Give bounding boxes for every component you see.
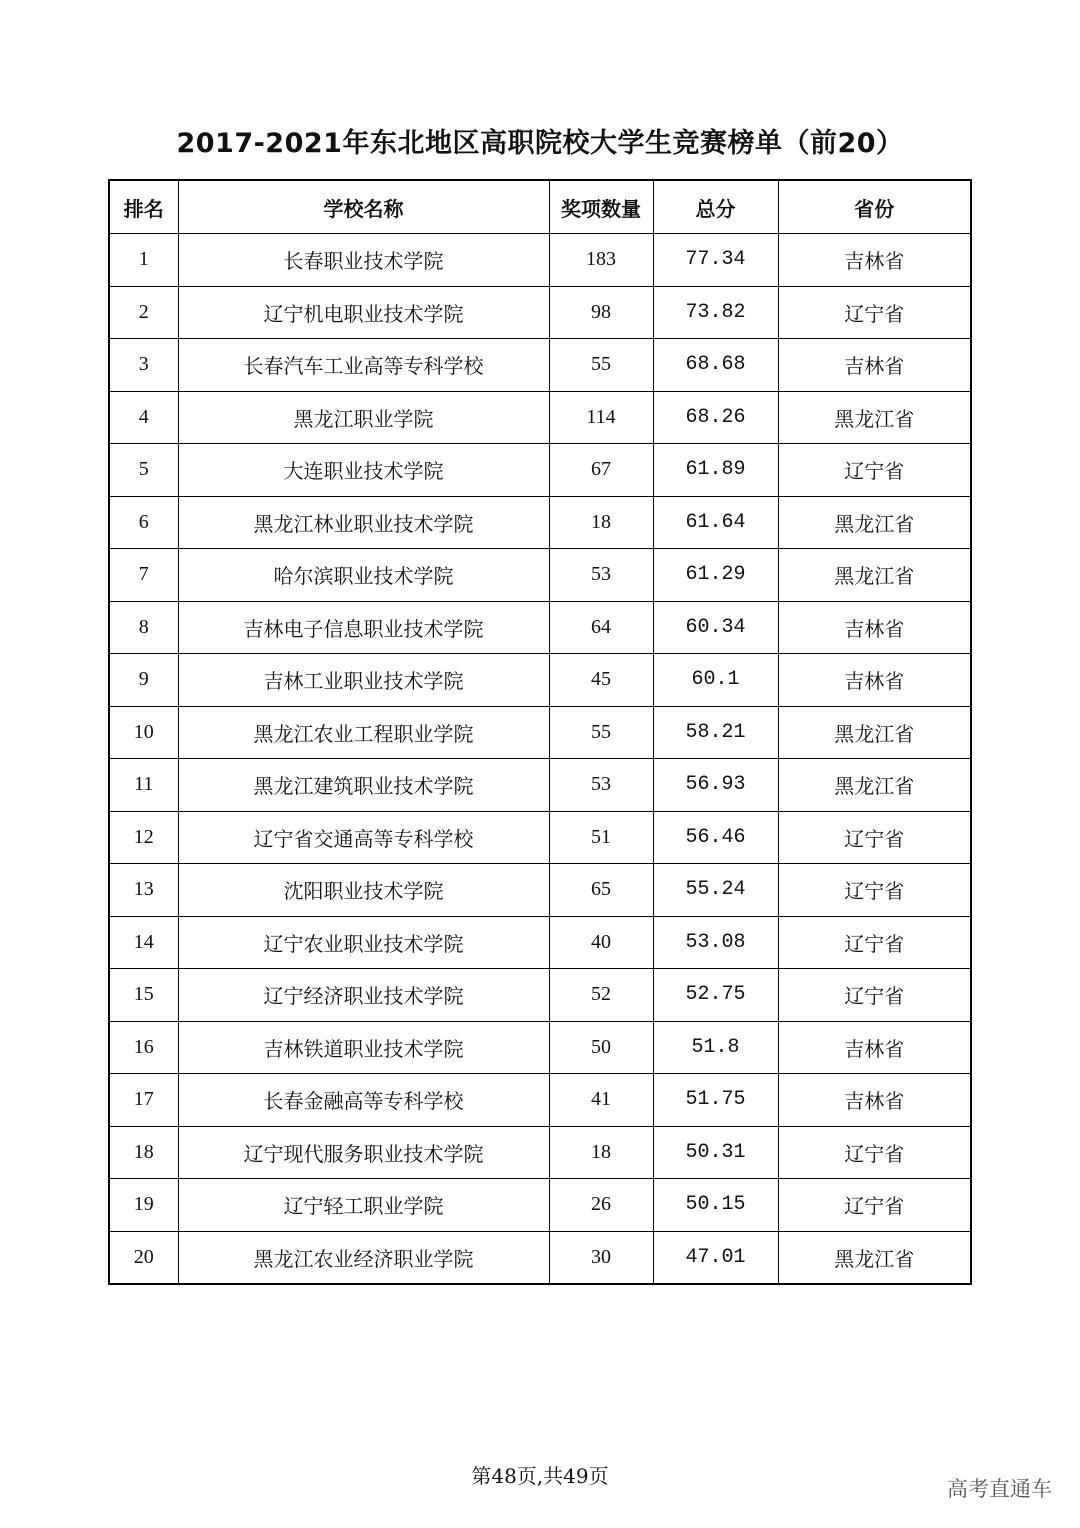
cell-province: 辽宁省 xyxy=(778,1179,971,1232)
cell-rank: 20 xyxy=(109,1231,178,1284)
header-school: 学校名称 xyxy=(178,180,549,234)
cell-rank: 9 xyxy=(109,654,178,707)
table-row xyxy=(109,286,971,339)
cell-awards: 41 xyxy=(549,1074,653,1127)
cell-score: 55.24 xyxy=(653,864,778,917)
cell-rank: 16 xyxy=(109,1021,178,1074)
cell-province: 吉林省 xyxy=(778,601,971,654)
cell-score: 52.75 xyxy=(653,969,778,1022)
cell-score: 47.01 xyxy=(653,1231,778,1284)
cell-awards: 55 xyxy=(549,339,653,392)
cell-province: 黑龙江省 xyxy=(778,391,971,444)
cell-province: 黑龙江省 xyxy=(778,1231,971,1284)
cell-province: 辽宁省 xyxy=(778,1126,971,1179)
cell-school: 辽宁省交通高等专科学校 xyxy=(178,811,549,864)
cell-awards: 67 xyxy=(549,444,653,497)
cell-score: 68.68 xyxy=(653,339,778,392)
cell-province: 黑龙江省 xyxy=(778,759,971,812)
cell-province: 吉林省 xyxy=(778,1021,971,1074)
table-row xyxy=(109,969,971,1022)
ranking-table xyxy=(108,179,972,1285)
cell-province: 辽宁省 xyxy=(778,916,971,969)
header-score: 总分 xyxy=(653,180,778,234)
cell-rank: 8 xyxy=(109,601,178,654)
cell-awards: 40 xyxy=(549,916,653,969)
cell-awards: 98 xyxy=(549,286,653,339)
cell-school: 黑龙江职业学院 xyxy=(178,391,549,444)
cell-rank: 15 xyxy=(109,969,178,1022)
header-province: 省份 xyxy=(778,180,971,234)
cell-province: 辽宁省 xyxy=(778,811,971,864)
cell-school: 吉林工业职业技术学院 xyxy=(178,654,549,707)
cell-awards: 18 xyxy=(549,496,653,549)
table-row xyxy=(109,234,971,287)
cell-school: 大连职业技术学院 xyxy=(178,444,549,497)
table-row xyxy=(109,706,971,759)
cell-awards: 50 xyxy=(549,1021,653,1074)
cell-rank: 18 xyxy=(109,1126,178,1179)
cell-school: 长春职业技术学院 xyxy=(178,234,549,287)
cell-school: 辽宁轻工职业学院 xyxy=(178,1179,549,1232)
cell-awards: 65 xyxy=(549,864,653,917)
cell-school: 辽宁机电职业技术学院 xyxy=(178,286,549,339)
cell-school: 吉林铁道职业技术学院 xyxy=(178,1021,549,1074)
watermark: 高考直通车 xyxy=(947,1477,1052,1501)
cell-rank: 11 xyxy=(109,759,178,812)
cell-school: 哈尔滨职业技术学院 xyxy=(178,549,549,602)
cell-rank: 5 xyxy=(109,444,178,497)
cell-province: 辽宁省 xyxy=(778,864,971,917)
cell-score: 56.93 xyxy=(653,759,778,812)
cell-school: 吉林电子信息职业技术学院 xyxy=(178,601,549,654)
cell-school: 长春金融高等专科学校 xyxy=(178,1074,549,1127)
page-indicator: 第48页,共49页 xyxy=(471,1464,609,1488)
cell-rank: 12 xyxy=(109,811,178,864)
cell-province: 吉林省 xyxy=(778,339,971,392)
cell-rank: 3 xyxy=(109,339,178,392)
table-row xyxy=(109,1021,971,1074)
cell-rank: 2 xyxy=(109,286,178,339)
cell-school: 黑龙江农业经济职业学院 xyxy=(178,1231,549,1284)
table-row xyxy=(109,601,971,654)
cell-province: 辽宁省 xyxy=(778,286,971,339)
cell-rank: 10 xyxy=(109,706,178,759)
cell-awards: 30 xyxy=(549,1231,653,1284)
cell-awards: 52 xyxy=(549,969,653,1022)
cell-score: 73.82 xyxy=(653,286,778,339)
cell-rank: 1 xyxy=(109,234,178,287)
page-title: 2017-2021年东北地区高职院校大学生竞赛榜单（前20） xyxy=(176,128,904,159)
cell-school: 长春汽车工业高等专科学校 xyxy=(178,339,549,392)
table-row xyxy=(109,811,971,864)
cell-province: 吉林省 xyxy=(778,1074,971,1127)
cell-province: 黑龙江省 xyxy=(778,706,971,759)
cell-awards: 18 xyxy=(549,1126,653,1179)
table-row xyxy=(109,759,971,812)
cell-score: 61.29 xyxy=(653,549,778,602)
cell-rank: 4 xyxy=(109,391,178,444)
cell-province: 吉林省 xyxy=(778,654,971,707)
cell-score: 51.75 xyxy=(653,1074,778,1127)
cell-score: 61.89 xyxy=(653,444,778,497)
cell-province: 辽宁省 xyxy=(778,444,971,497)
cell-school: 黑龙江农业工程职业学院 xyxy=(178,706,549,759)
cell-score: 58.21 xyxy=(653,706,778,759)
cell-province: 黑龙江省 xyxy=(778,496,971,549)
cell-score: 51.8 xyxy=(653,1021,778,1074)
table-row xyxy=(109,549,971,602)
cell-score: 61.64 xyxy=(653,496,778,549)
cell-rank: 17 xyxy=(109,1074,178,1127)
cell-score: 50.31 xyxy=(653,1126,778,1179)
cell-rank: 14 xyxy=(109,916,178,969)
header-rank: 排名 xyxy=(109,180,178,234)
table-row xyxy=(109,864,971,917)
table-row xyxy=(109,1231,971,1284)
cell-school: 黑龙江林业职业技术学院 xyxy=(178,496,549,549)
cell-school: 沈阳职业技术学院 xyxy=(178,864,549,917)
cell-score: 50.15 xyxy=(653,1179,778,1232)
cell-school: 辽宁现代服务职业技术学院 xyxy=(178,1126,549,1179)
cell-awards: 53 xyxy=(549,759,653,812)
cell-province: 黑龙江省 xyxy=(778,549,971,602)
cell-awards: 26 xyxy=(549,1179,653,1232)
cell-score: 60.1 xyxy=(653,654,778,707)
cell-school: 辽宁经济职业技术学院 xyxy=(178,969,549,1022)
cell-awards: 45 xyxy=(549,654,653,707)
cell-awards: 53 xyxy=(549,549,653,602)
cell-score: 56.46 xyxy=(653,811,778,864)
table-row xyxy=(109,496,971,549)
cell-province: 吉林省 xyxy=(778,234,971,287)
cell-rank: 6 xyxy=(109,496,178,549)
cell-awards: 64 xyxy=(549,601,653,654)
cell-score: 68.26 xyxy=(653,391,778,444)
cell-rank: 19 xyxy=(109,1179,178,1232)
table-row xyxy=(109,916,971,969)
table-row xyxy=(109,654,971,707)
table-row xyxy=(109,339,971,392)
cell-province: 辽宁省 xyxy=(778,969,971,1022)
table-row xyxy=(109,1074,971,1127)
cell-score: 60.34 xyxy=(653,601,778,654)
cell-school: 黑龙江建筑职业技术学院 xyxy=(178,759,549,812)
cell-awards: 55 xyxy=(549,706,653,759)
table-header-row xyxy=(109,180,971,234)
cell-school: 辽宁农业职业技术学院 xyxy=(178,916,549,969)
table-row xyxy=(109,391,971,444)
cell-awards: 114 xyxy=(549,391,653,444)
table-body xyxy=(109,234,971,1285)
header-awards: 奖项数量 xyxy=(549,180,653,234)
table-row xyxy=(109,444,971,497)
table-row xyxy=(109,1179,971,1232)
cell-awards: 183 xyxy=(549,234,653,287)
cell-score: 77.34 xyxy=(653,234,778,287)
cell-rank: 13 xyxy=(109,864,178,917)
cell-awards: 51 xyxy=(549,811,653,864)
table-row xyxy=(109,1126,971,1179)
cell-score: 53.08 xyxy=(653,916,778,969)
cell-rank: 7 xyxy=(109,549,178,602)
